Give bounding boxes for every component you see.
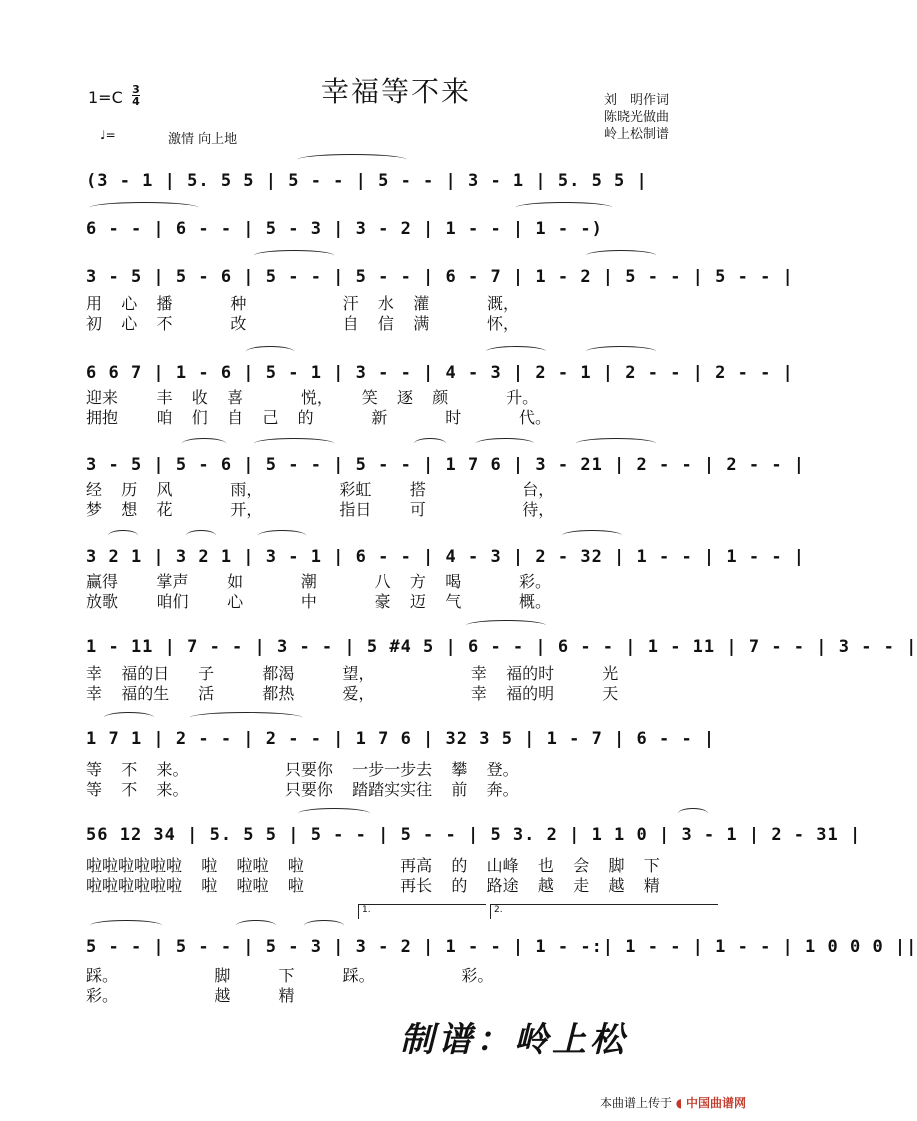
slur	[246, 346, 294, 357]
key-signature: 1=C	[88, 88, 123, 107]
notation-row-6	[86, 542, 806, 572]
lyrics-verse-2: 等 不 来。 只要你 踏踏实实往 前 奔。	[86, 780, 519, 799]
transcriber-signature: 制谱：岭上松	[400, 1020, 628, 1060]
tie	[298, 808, 370, 819]
lyrics-verse-1: 幸 福的日 子 都渴 望， 幸 福的时 光	[86, 664, 619, 683]
slur	[486, 346, 546, 357]
notes-line: 1 7 1 | 2 - - | 2 - - | 1 7 6 | 32 3 5 | 1 - 7 | 6 - - |	[86, 729, 716, 749]
notes-line: 6 6 7 | 1 - 6 | 5 - 1 | 3 - - | 4 - 3 | 2 - 1 | 2 - - | 2 - - |	[86, 363, 794, 383]
slur	[236, 920, 276, 931]
tie	[586, 250, 656, 261]
notes-line: 6 - - | 6 - - | 5 - 3 | 3 - 2 | 1 - - | 1 - -)	[86, 219, 603, 239]
lyrics-verse-1: 经 历 风 雨， 彩虹 搭 台，	[86, 480, 555, 499]
lyrics-verse-2: 啦啦啦啦啦啦 啦 啦啦 啦 再长 的 路途 越 走 越 精	[86, 876, 660, 895]
notes-line: 3 2 1 | 3 2 1 | 3 - 1 | 6 - - | 4 - 3 | 2 - 32 | 1 - - | 1 - - |	[86, 547, 806, 567]
notation-row-4	[86, 358, 794, 388]
slur	[108, 530, 138, 541]
tie	[190, 712, 302, 723]
notes-line: 3 - 5 | 5 - 6 | 5 - - | 5 - - | 1 7 6 | 3 - 21 | 2 - - | 2 - - |	[86, 455, 806, 475]
notation-row-8	[86, 724, 718, 754]
tie	[90, 920, 162, 931]
lyrics-verse-2: 梦 想 花 开， 指日 可 待，	[86, 500, 555, 519]
lyrics-verse-2: 拥抱 咱 们 自 己 的 新 时 代。	[86, 408, 551, 427]
slur	[476, 438, 534, 449]
lyrics-verse-1: 踩。 脚 下 踩。 彩。	[86, 966, 494, 985]
tie	[466, 620, 546, 631]
lyrics-verse-1: 迎来 丰 收 喜 悦， 笑 逐 颜 升。	[86, 388, 539, 407]
notation-row-9	[86, 820, 862, 850]
slur	[304, 920, 344, 931]
tie	[254, 250, 334, 261]
tie	[298, 154, 406, 165]
site-logo-icon: ◖	[675, 1096, 683, 1110]
notation-row-5	[86, 450, 806, 480]
notation-row-3	[86, 262, 794, 292]
lyrics-verse-2: 幸 福的生 活 都热 爱， 幸 福的明 天	[86, 684, 619, 703]
tie	[254, 438, 334, 449]
tie	[90, 202, 198, 213]
slur	[186, 530, 216, 541]
notes-line: 5 - - | 5 - - | 5 - 3 | 3 - 2 | 1 - - | 1 - -:| 1 - - | 1 - - | 1 0 0 0 ||	[86, 937, 917, 957]
tie	[576, 438, 656, 449]
tempo-mark: ♩=	[100, 128, 116, 142]
slur	[562, 530, 622, 541]
notation-row-7	[86, 632, 917, 662]
time-signature-top: 3	[132, 83, 140, 96]
time-signature-bottom: 4	[132, 95, 140, 108]
song-title: 幸福等不来	[320, 75, 471, 108]
tie	[586, 346, 656, 357]
lyrics-verse-2: 放歌 咱们 心 中 豪 迈 气 概。	[86, 592, 551, 611]
lyrics-verse-1: 用 心 播 种 汗 水 灌 溉，	[86, 294, 519, 313]
composer-credit: 陈晓光做曲	[604, 110, 670, 125]
notation-row-10	[86, 905, 917, 962]
lyrics-verse-1: 啦啦啦啦啦啦 啦 啦啦 啦 再高 的 山峰 也 会 脚 下	[86, 856, 660, 875]
notes-line: 1 - 11 | 7 - - | 3 - - | 5 #4 5 | 6 - - | 6 - - | 1 - 11 | 7 - - | 3 - - |	[86, 637, 917, 657]
volta-first-ending: 1.	[358, 904, 486, 919]
slur	[182, 438, 226, 449]
time-signature	[132, 84, 140, 107]
slur	[678, 808, 708, 819]
expression-mark: 激情 向上地	[168, 132, 238, 147]
site-brand[interactable]: 中国曲谱网	[686, 1096, 747, 1110]
notes-line: 56 12 34 | 5. 5 5 | 5 - - | 5 - - | 5 3. 2 | 1 1 0 | 3 - 1 | 2 - 31 |	[86, 825, 862, 845]
slur	[104, 712, 154, 723]
lyricist-credit: 刘 明作词	[604, 93, 670, 108]
notation-row-1	[86, 166, 718, 196]
notation-row-2	[86, 214, 718, 244]
lyrics-verse-2: 初 心 不 改 自 信 满 怀，	[86, 314, 519, 333]
notes-line: 3 - 5 | 5 - 6 | 5 - - | 5 - - | 6 - 7 | 1 - 2 | 5 - - | 5 - - |	[86, 267, 794, 287]
volta-second-ending: 2.	[490, 904, 718, 919]
tie	[516, 202, 612, 213]
footer-text: 本曲谱上传于	[600, 1096, 673, 1110]
notes-line: (3 - 1 | 5. 5 5 | 5 - - | 5 - - | 3 - 1 | 5. 5 5 |	[86, 171, 648, 191]
lyrics-verse-1: 赢得 掌声 如 潮 八 方 喝 彩。	[86, 572, 551, 591]
credits	[604, 92, 669, 143]
slur	[258, 530, 306, 541]
lyrics-verse-1: 等 不 来。 只要你 一步一步去 攀 登。	[86, 760, 519, 779]
transcriber-credit: 岭上松制谱	[604, 127, 670, 142]
slur	[414, 438, 446, 449]
lyrics-verse-2: 彩。 越 精	[86, 986, 295, 1005]
footer	[600, 1094, 746, 1111]
